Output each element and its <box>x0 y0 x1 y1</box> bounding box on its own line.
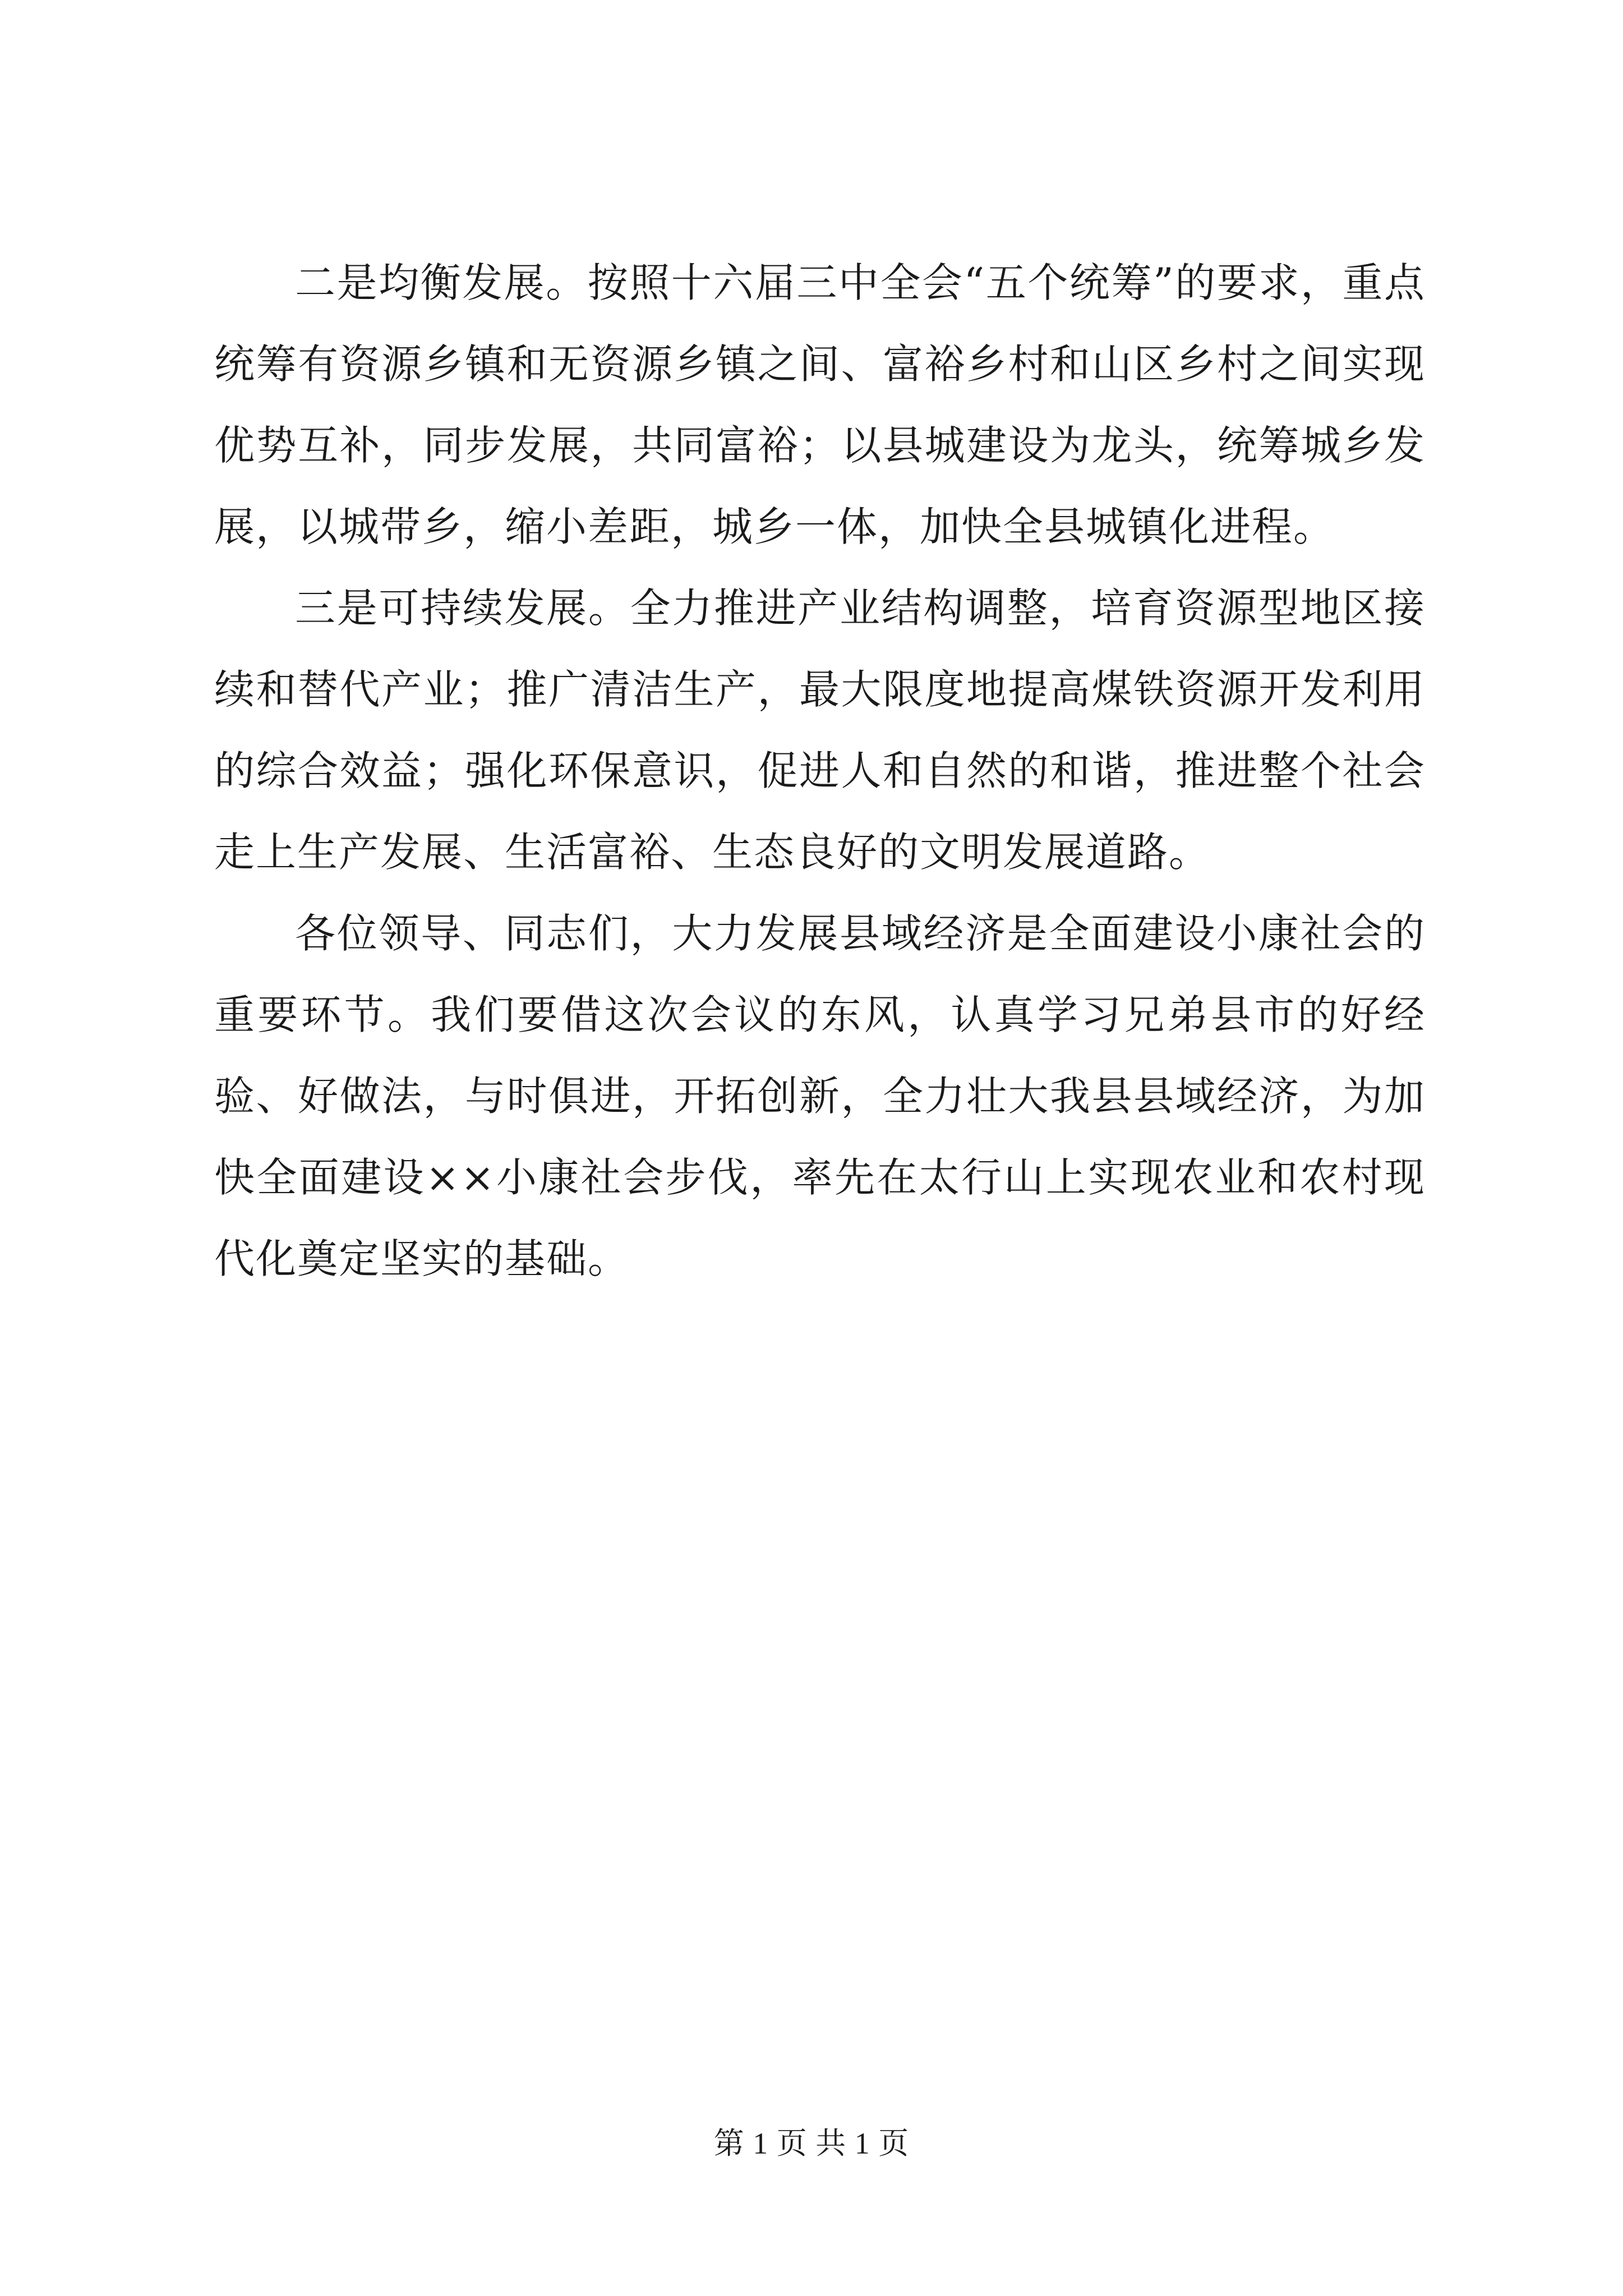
paragraph-sustainable-development: 三是可持续发展。全力推进产业结构调整，培育资源型地区接续和替代产业；推广清洁生产，最大限度地提高煤铁资源开发利用的综合效益；强化环保意识，促进人和自然的和谐，推进整个社会走上生产发展、生活富裕、生态良好的文明发展道路。 <box>214 585 1426 876</box>
document-body <box>214 242 1426 1300</box>
page-number-footer: 第 1 页 共 1 页 <box>713 2127 910 2160</box>
paragraph-closing-remarks: 各位领导、同志们，大力发展县域经济是全面建设小康社会的重要环节。我们要借这次会议的东风，认真学习兄弟县市的好经验、好做法，与时俱进，开拓创新，全力壮大我县县域经济，为加快全面建设××小康社会步伐，率先在太行山上实现农业和农村现代化奠定坚实的基础。 <box>214 910 1426 1282</box>
paragraph-balanced-development: 二是均衡发展。按照十六届三中全会“五个统筹”的要求，重点统筹有资源乡镇和无资源乡镇之间、富裕乡村和山区乡村之间实现优势互补，同步发展，共同富裕；以县城建设为龙头，统筹城乡发展，以城带乡，缩小差距，城乡一体，加快全县城镇化进程。 <box>214 259 1426 550</box>
